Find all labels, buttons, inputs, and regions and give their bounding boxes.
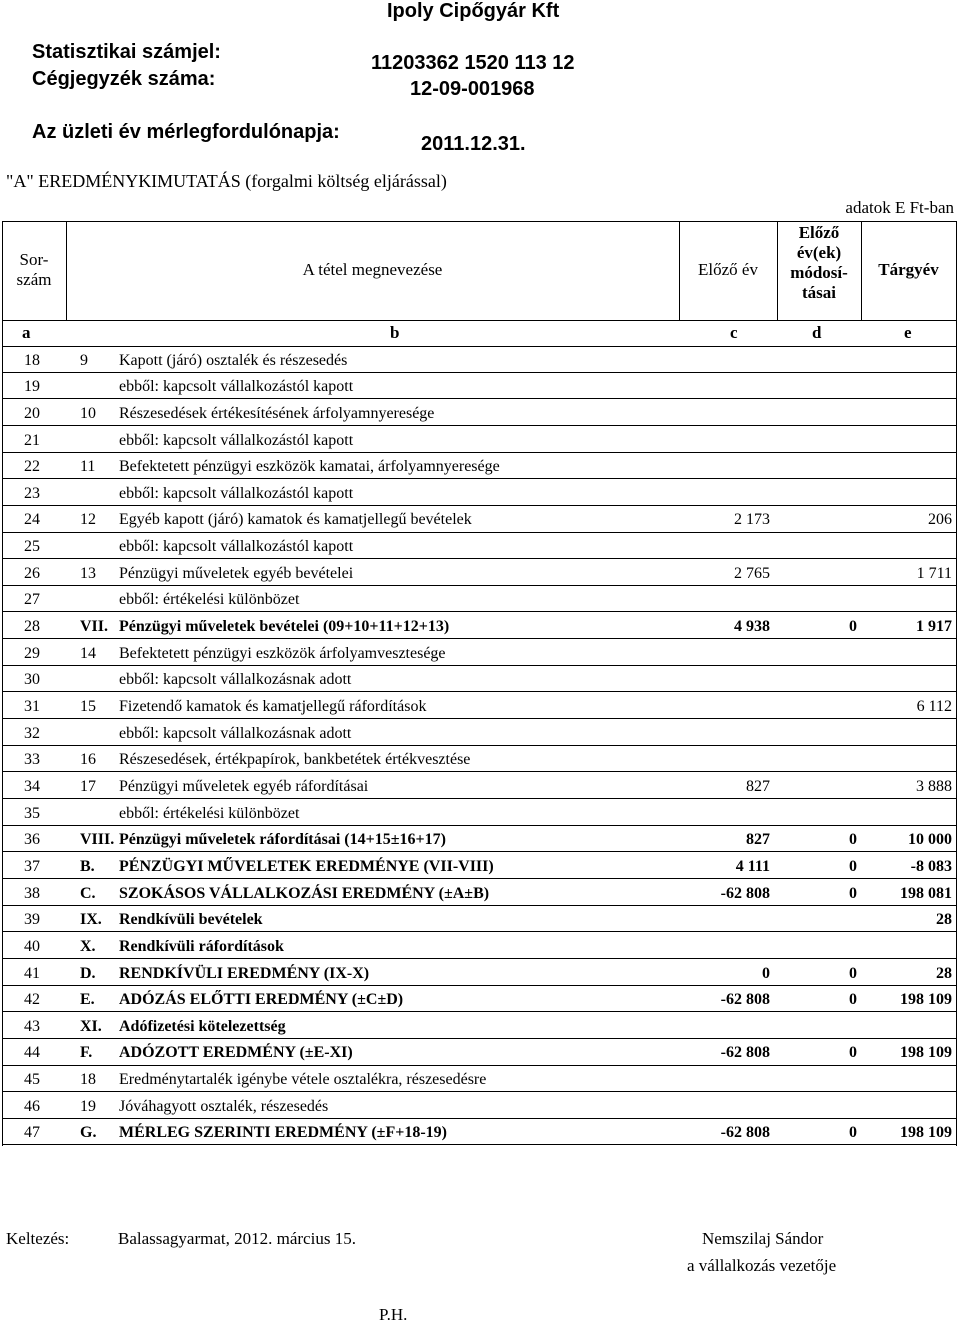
header-prev-year: Előző év <box>698 260 758 279</box>
item-text: Pénzügyi műveletek egyéb bevételei <box>119 564 354 582</box>
item-text: ebből: kapcsolt vállalkozásnak adott <box>119 724 352 742</box>
row-number: 22 <box>24 458 40 476</box>
row-number: 33 <box>24 751 40 769</box>
row-number: 20 <box>24 404 40 422</box>
item-code: 13 <box>80 564 96 582</box>
item-text: Adófizetési kötelezettség <box>119 1017 286 1035</box>
item-text: Részesedések értékesítésének árfolyamnyeresége <box>119 404 435 422</box>
table-row <box>2 479 956 506</box>
current-year-value: 198 109 <box>900 991 952 1009</box>
place-date: Balassagyarmat, 2012. március 15. <box>118 1229 356 1248</box>
current-year-value: 198 081 <box>900 884 952 902</box>
table-row <box>2 613 956 640</box>
modification-value: 0 <box>849 884 857 902</box>
table-row <box>2 799 956 826</box>
item-text: RENDKÍVÜLI EREDMÉNY (IX-X) <box>119 964 370 982</box>
row-number: 21 <box>24 431 40 449</box>
table-row <box>2 586 956 613</box>
stamp-placeholder: P.H. <box>379 1305 408 1324</box>
item-code: 15 <box>80 698 96 716</box>
item-text: ebből: kapcsolt vállalkozástól kapott <box>119 431 354 449</box>
item-text: MÉRLEG SZERINTI EREDMÉNY (±F+18-19) <box>119 1124 447 1142</box>
row-number: 28 <box>24 618 40 636</box>
table-row <box>2 533 956 560</box>
row-number: 19 <box>24 378 40 396</box>
item-code: X. <box>80 937 96 955</box>
item-code: E. <box>80 991 95 1009</box>
row-number: 42 <box>24 991 40 1009</box>
item-text: Jóváhagyott osztalék, részesedés <box>119 1097 329 1115</box>
col-letter-a: a <box>22 323 31 342</box>
item-text: Kapott (járó) osztalék és részesedés <box>119 351 348 369</box>
item-text: SZOKÁSOS VÁLLALKOZÁSI EREDMÉNY (±A±B) <box>119 884 490 902</box>
row-number: 18 <box>24 351 40 369</box>
current-year-value: -8 083 <box>910 857 952 875</box>
table-row <box>2 399 956 426</box>
row-number: 44 <box>24 1044 40 1062</box>
row-number: 34 <box>24 777 40 795</box>
item-text: Részesedések, értékpapírok, bankbetétek értékvesztése <box>119 751 471 769</box>
col-letter-d: d <box>812 323 822 342</box>
table-row <box>2 746 956 773</box>
table-row <box>2 826 956 853</box>
col-letter-c: c <box>730 323 738 342</box>
prev-year-value: -62 808 <box>720 991 770 1009</box>
row-number: 37 <box>24 857 40 875</box>
report-title: "A" EREDMÉNYKIMUTATÁS (forgalmi költség eljárással) <box>6 171 447 191</box>
item-text: ebből: kapcsolt vállalkozásnak adott <box>119 671 352 689</box>
current-year-value: 28 <box>936 964 952 982</box>
table-row <box>2 1039 956 1066</box>
modification-value: 0 <box>849 618 857 636</box>
table-row <box>2 719 956 746</box>
company-name: Ipoly Cipőgyár Kft <box>387 0 560 22</box>
header-sorszam: Sor- szám <box>16 250 52 289</box>
row-number: 35 <box>24 804 40 822</box>
prev-year-value: -62 808 <box>720 1124 770 1142</box>
item-text: Eredménytartalék igénybe vétele osztalékra, részesedésre <box>119 1071 487 1089</box>
table-row <box>2 959 956 986</box>
item-text: Rendkívüli ráfordítások <box>119 937 284 955</box>
prev-year-value: 0 <box>762 964 770 982</box>
row-number: 45 <box>24 1071 40 1089</box>
item-code: 9 <box>80 351 88 369</box>
header-item-name: A tétel megnevezése <box>302 260 443 279</box>
row-number: 43 <box>24 1017 40 1035</box>
row-number: 39 <box>24 911 40 929</box>
table-row <box>2 906 956 933</box>
item-text: ebből: értékelési különbözet <box>119 804 300 822</box>
header-current-year: Tárgyév <box>878 260 939 279</box>
item-code: 12 <box>80 511 96 529</box>
item-text: ADÓZOTT EREDMÉNY (±E-XI) <box>119 1044 353 1062</box>
signer-name: Nemszilaj Sándor <box>702 1229 824 1248</box>
row-number: 47 <box>24 1124 40 1142</box>
item-code: 16 <box>80 751 96 769</box>
prev-year-value: 827 <box>746 831 770 849</box>
current-year-value: 198 109 <box>900 1124 952 1142</box>
table-row <box>2 986 956 1013</box>
item-code: 19 <box>80 1097 96 1115</box>
row-number: 36 <box>24 831 40 849</box>
modification-value: 0 <box>849 857 857 875</box>
item-text: Pénzügyi műveletek egyéb ráfordításai <box>119 777 369 795</box>
row-number: 38 <box>24 884 40 902</box>
row-number: 29 <box>24 644 40 662</box>
row-number: 27 <box>24 591 40 609</box>
modification-value: 0 <box>849 964 857 982</box>
current-year-value: 198 109 <box>900 1044 952 1062</box>
item-text: ebből: kapcsolt vállalkozástól kapott <box>119 484 354 502</box>
current-year-value: 1 711 <box>916 564 952 582</box>
item-code: 10 <box>80 404 96 422</box>
item-code: 18 <box>80 1071 96 1089</box>
table-row <box>2 1119 956 1146</box>
current-year-value: 6 112 <box>916 698 952 716</box>
current-year-value: 206 <box>928 511 952 529</box>
row-number: 41 <box>24 964 40 982</box>
date-value: 2011.12.31. <box>421 133 526 155</box>
modification-value: 0 <box>849 1044 857 1062</box>
table-row <box>2 879 956 906</box>
item-text: Befektetett pénzügyi eszközök árfolyamvesztesége <box>119 644 446 662</box>
table-row <box>2 932 956 959</box>
item-text: ebből: kapcsolt vállalkozástól kapott <box>119 378 354 396</box>
table-row <box>2 692 956 719</box>
col-letter-b: b <box>390 323 400 342</box>
stat-label: Statisztikai számjel: <box>32 41 221 63</box>
table-row <box>2 1012 956 1039</box>
table-row <box>2 772 956 799</box>
item-text: Pénzügyi műveletek bevételei (09+10+11+12+13) <box>119 618 450 636</box>
item-text: PÉNZÜGYI MŰVELETEK EREDMÉNYE (VII-VIII) <box>119 857 494 875</box>
modification-value: 0 <box>849 991 857 1009</box>
item-code: 17 <box>80 777 96 795</box>
prev-year-value: 4 938 <box>734 618 770 636</box>
reg-label: Cégjegyzék száma: <box>32 68 216 90</box>
modification-value: 0 <box>849 831 857 849</box>
prev-year-value: 4 111 <box>735 857 770 875</box>
signer-role: a vállalkozás vezetője <box>687 1256 837 1275</box>
item-code: G. <box>80 1124 97 1142</box>
table-row <box>2 852 956 879</box>
item-code: D. <box>80 964 96 982</box>
item-code: B. <box>80 857 95 875</box>
table-row <box>2 453 956 480</box>
row-number: 25 <box>24 538 40 556</box>
current-year-value: 1 917 <box>916 618 952 636</box>
table-row <box>2 639 956 666</box>
table-row <box>2 506 956 533</box>
item-code: XI. <box>80 1017 102 1035</box>
item-code: F. <box>80 1044 93 1062</box>
item-code: C. <box>80 884 96 902</box>
prev-year-value: -62 808 <box>720 1044 770 1062</box>
table-row <box>2 1092 956 1119</box>
item-code: 14 <box>80 644 96 662</box>
item-text: Befektetett pénzügyi eszközök kamatai, árfolyamnyeresége <box>119 458 500 476</box>
row-number: 23 <box>24 484 40 502</box>
row-number: 26 <box>24 564 40 582</box>
item-code: IX. <box>80 911 102 929</box>
item-code: 11 <box>80 458 96 476</box>
row-number: 30 <box>24 671 40 689</box>
item-code: VII. <box>80 618 109 636</box>
prev-year-value: 827 <box>746 777 770 795</box>
table-row <box>2 1066 956 1093</box>
table-row <box>2 346 956 373</box>
table-row <box>2 666 956 693</box>
prev-year-value: 2 765 <box>734 564 770 582</box>
date-label: Az üzleti év mérlegfordulónapja: <box>32 121 340 143</box>
item-text: Rendkívüli bevételek <box>119 911 263 929</box>
item-text: Egyéb kapott (járó) kamatok és kamatjellegű bevételek <box>119 511 472 529</box>
row-number: 46 <box>24 1097 40 1115</box>
table-row <box>2 559 956 586</box>
row-number: 40 <box>24 937 40 955</box>
prev-year-value: -62 808 <box>720 884 770 902</box>
reg-value: 12-09-001968 <box>410 78 535 100</box>
header-modifications: Előző év(ek) módosí- tásai <box>790 223 848 302</box>
col-letter-e: e <box>904 323 912 342</box>
units-note: adatok E Ft-ban <box>845 198 954 217</box>
row-number: 32 <box>24 724 40 742</box>
stat-value: 11203362 1520 113 12 <box>371 52 575 74</box>
item-text: ebből: értékelési különbözet <box>119 591 300 609</box>
item-text: ebből: kapcsolt vállalkozástól kapott <box>119 538 354 556</box>
modification-value: 0 <box>849 1124 857 1142</box>
prev-year-value: 2 173 <box>734 511 770 529</box>
table-row <box>2 426 956 453</box>
row-number: 31 <box>24 698 40 716</box>
current-year-value: 28 <box>936 911 952 929</box>
current-year-value: 10 000 <box>908 831 952 849</box>
date-place-label: Keltezés: <box>6 1229 70 1248</box>
item-code: VIII. <box>80 831 115 849</box>
row-number: 24 <box>24 511 40 529</box>
current-year-value: 3 888 <box>916 777 952 795</box>
item-text: Fizetendő kamatok és kamatjellegű ráfordítások <box>119 698 427 716</box>
table-row <box>2 373 956 400</box>
item-text: Pénzügyi műveletek ráfordításai (14+15±16+17) <box>119 831 446 849</box>
item-text: ADÓZÁS ELŐTTI EREDMÉNY (±C±D) <box>119 991 404 1009</box>
